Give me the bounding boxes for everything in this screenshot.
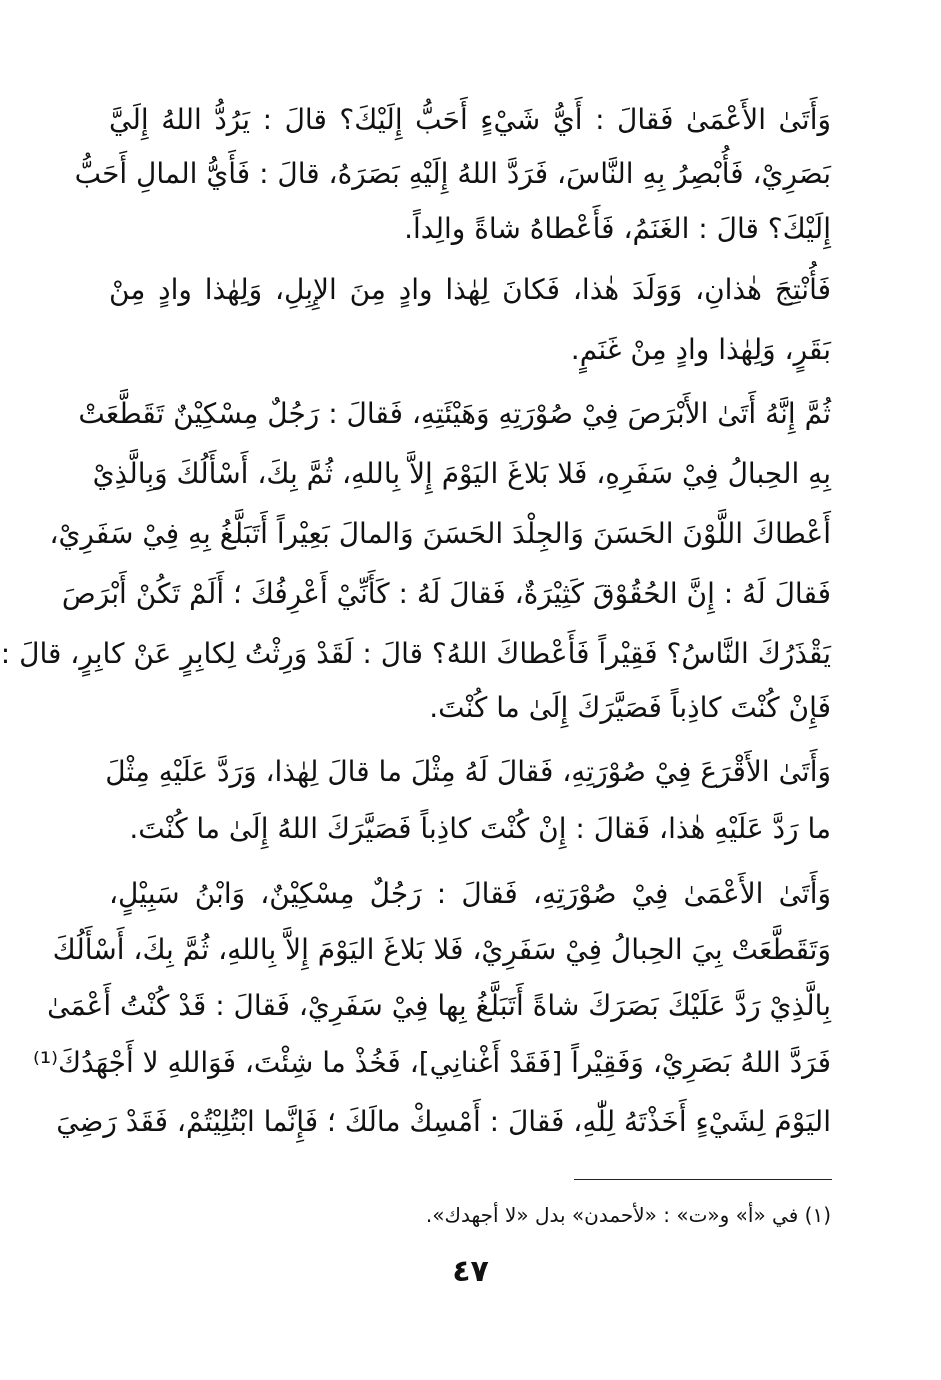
text-line: فَرَدَّ اللهُ بَصَرِيْ، وَفَقِيْراً [فَقَدْ أَغْنانِي]، فَخُذْ ما شِئْتَ، فَوَاللهِ لا أَجْهَدُكَ⁽¹⁾ xyxy=(33,1046,831,1079)
footnote: (١) في «أ» و«ت» : «لأحمدن» بدل «لا أجهدك». xyxy=(425,1203,831,1227)
text-line: بِهِ الحِبالُ فِيْ سَفَرِهِ، فَلا بَلاغَ اليَوْمَ إِلاَّ بِاللهِ، ثُمَّ بِكَ، أَسْأَلُكَ وَبِالَّذِيْ xyxy=(92,457,831,490)
text-line: اليَوْمَ لِشَيْءٍ أَخَذْتَهُ لِلّٰهِ، فَقالَ : أَمْسِكْ مالَكَ ؛ فَإِنَّما ابْتُلِيْتُمْ، فَقَدْ رَضِيَ xyxy=(56,1105,831,1138)
text-line: يَقْذَرُكَ النَّاسُ؟ فَقِيْراً فَأَعْطاكَ اللهُ؟ قالَ : لَقَدْ وَرِثْتُ لِكابِرٍ عَنْ كابِرٍ، قالَ : xyxy=(0,637,831,670)
text-line: ما رَدَّ عَلَيْهِ هٰذا، فَقالَ : إِنْ كُنْتَ كاذِباً فَصَيَّرَكَ اللهُ إِلَىٰ ما كُنْتَ. xyxy=(129,812,831,845)
text-line: بَصَرِيْ، فَأُبْصِرُ بِهِ النَّاسَ، فَرَدَّ اللهُ إِلَيْهِ بَصَرَهُ، قالَ : فَأَيُّ المالِ أَحَبُّ xyxy=(74,157,831,190)
text-line: بَقَرٍ، وَلِهٰذا وادٍ مِنْ غَنَمٍ. xyxy=(570,333,831,366)
text-line: وَأَتَىٰ الأَعْمَىٰ فَقالَ : أَيُّ شَيْءٍ أَحَبُّ إِلَيْكَ؟ قالَ : يَرُدُّ اللهُ إِلَيَّ xyxy=(109,103,831,136)
text-line: إِلَيْكَ؟ قالَ : الغَنَمُ، فَأَعْطاهُ شاةً والِداً. xyxy=(404,212,831,245)
page-number: ٤٧ xyxy=(452,1254,489,1289)
text-line: وَأَتَىٰ الأَقْرَعَ فِيْ صُوْرَتِهِ، فَقالَ لَهُ مِثْلَ ما قالَ لِهٰذا، وَرَدَّ عَلَيْهِ مِثْلَ xyxy=(105,755,831,788)
text-line: فَأُنْتِجَ هٰذانِ، وَوَلَدَ هٰذا، فَكانَ لِهٰذا وادٍ مِنَ الإِبِلِ، وَلِهٰذا وادٍ مِنْ xyxy=(109,273,831,306)
text-line: وَتَقَطَّعَتْ بِيَ الحِبالُ فِيْ سَفَرِيْ، فَلا بَلاغَ اليَوْمَ إِلاَّ بِاللهِ، ثُمَّ بِكَ، أَسْأَلُكَ xyxy=(52,933,831,966)
text-line: ثُمَّ إِنَّهُ أَتَىٰ الأَبْرَصَ فِيْ صُوْرَتِهِ وَهَيْئَتِهِ، فَقالَ : رَجُلٌ مِسْكِيْنٌ تَقَطَّعَتْ xyxy=(78,397,831,430)
footnote-separator xyxy=(574,1179,832,1180)
text-line: أَعْطاكَ اللَّوْنَ الحَسَنَ وَالجِلْدَ الحَسَنَ وَالمالَ بَعِيْراً أَتَبَلَّغُ بِهِ فِيْ سَفَرِيْ، xyxy=(49,517,831,550)
text-line: بِالَّذِيْ رَدَّ عَلَيْكَ بَصَرَكَ شاةً أَتَبَلَّغُ بِها فِيْ سَفَرِيْ، فَقالَ : قَدْ كُنْتُ أَعْمَىٰ xyxy=(47,989,831,1022)
text-line: فَإِنْ كُنْتَ كاذِباً فَصَيَّرَكَ إِلَىٰ ما كُنْتَ. xyxy=(429,691,831,724)
text-line: وَأَتَىٰ الأَعْمَىٰ فِيْ صُوْرَتِهِ، فَقالَ : رَجُلٌ مِسْكِيْنٌ، وَابْنُ سَبِيْلٍ، xyxy=(109,877,831,910)
text-line: فَقالَ لَهُ : إِنَّ الحُقُوْقَ كَثِيْرَةٌ، فَقالَ لَهُ : كَأَنِّيْ أَعْرِفُكَ ؛ أَلَمْ تَكُنْ أَبْرَصَ xyxy=(61,577,831,610)
